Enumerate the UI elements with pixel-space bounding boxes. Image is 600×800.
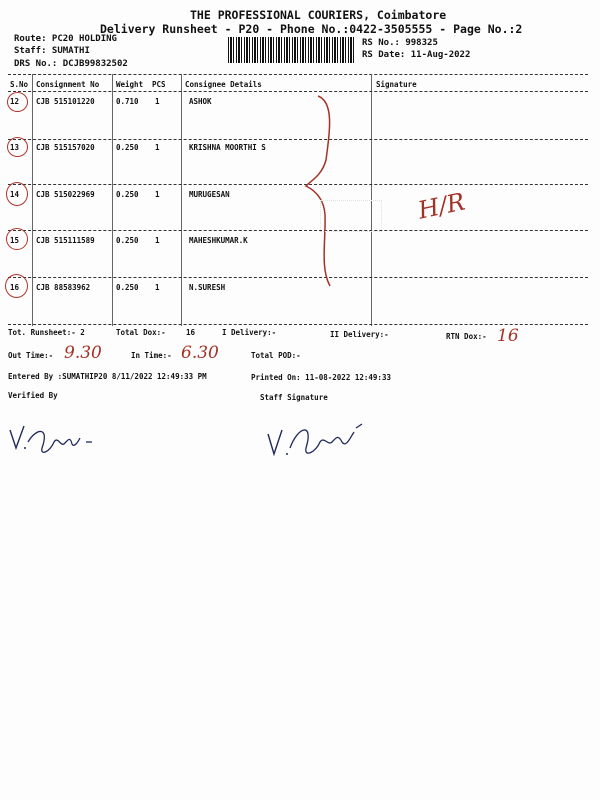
tot-runsheet: Tot. Runsheet:- 2 <box>8 328 85 337</box>
row-consignment: CJB 515111589 <box>36 236 95 245</box>
row-sno: 15 <box>10 236 20 245</box>
row-consignment: CJB 515101220 <box>36 97 95 106</box>
faint-stamp <box>320 200 382 232</box>
verified-signature <box>6 418 106 462</box>
row-weight: 0.250 <box>116 143 139 152</box>
out-time-hand: 9.30 <box>64 343 102 363</box>
row-consignee: N.SURESH <box>189 283 226 292</box>
row-rule <box>8 230 588 231</box>
ii-delivery: II Delivery:- <box>330 330 389 339</box>
row-pcs: 1 <box>155 143 160 152</box>
rs-number: RS No.: 998325 <box>362 38 438 48</box>
row-weight: 0.250 <box>116 236 139 245</box>
column-divider <box>32 74 33 326</box>
row-sno: 16 <box>10 283 20 292</box>
total-dox-value: 16 <box>186 328 196 337</box>
column-divider <box>112 74 113 326</box>
row-rule <box>8 139 588 140</box>
row-sno: 12 <box>10 97 20 106</box>
drs-label: DRS No.: DCJB99832502 <box>14 59 128 69</box>
rtn-dox-hand: 16 <box>497 326 519 346</box>
verified-by: Verified By <box>8 391 58 400</box>
out-time: Out Time:- <box>8 351 54 360</box>
row-consignment: CJB 88583962 <box>36 283 91 292</box>
column-divider <box>181 74 182 326</box>
barcode <box>228 37 356 63</box>
row-consignee: KRISHNA MOORTHI S <box>189 143 266 152</box>
hr-mark: H/R <box>415 187 468 225</box>
rs-date: RS Date: 11-Aug-2022 <box>362 50 471 60</box>
in-time: In Time:- <box>131 351 172 360</box>
row-pcs: 1 <box>155 283 160 292</box>
row-consignee: MAHESHKUMAR.K <box>189 236 248 245</box>
row-consignment: CJB 515022969 <box>36 190 95 199</box>
col-header-weight: Weight <box>116 80 144 89</box>
entered-by: Entered By :SUMATHIP20 8/11/2022 12:49:33 PM <box>8 372 207 381</box>
table-bottom-rule <box>8 324 588 325</box>
rtn-dox: RTN Dox:- <box>446 332 487 341</box>
row-pcs: 1 <box>155 236 160 245</box>
col-header-signature: Signature <box>376 80 417 89</box>
row-consignee: ASHOK <box>189 97 212 106</box>
header-rule <box>8 91 588 92</box>
printed-on: Printed On: 11-08-2022 12:49:33 <box>251 373 391 382</box>
row-consignee: MURUGESAN <box>189 190 230 199</box>
row-weight: 0.250 <box>116 190 139 199</box>
route-label: Route: PC20 HOLDING <box>14 34 117 44</box>
col-header-consignment: Consignment No <box>36 80 100 89</box>
i-delivery: I Delivery:- <box>222 328 277 337</box>
col-header-pcs: PCS <box>152 80 166 89</box>
total-pod: Total POD:- <box>251 351 301 360</box>
brace-mark <box>300 90 350 290</box>
row-weight: 0.710 <box>116 97 139 106</box>
row-consignment: CJB 515157020 <box>36 143 95 152</box>
total-dox-label: Total Dox:- <box>116 328 166 337</box>
table-top-rule <box>8 74 588 75</box>
row-pcs: 1 <box>155 97 160 106</box>
staff-signature <box>262 414 372 464</box>
row-sno: 13 <box>10 143 20 152</box>
row-pcs: 1 <box>155 190 160 199</box>
company-title: THE PROFESSIONAL COURIERS, Coimbatore <box>190 8 447 22</box>
runsheet-title: Delivery Runsheet - P20 - Phone No.:0422-3505555 - Page No.:2 <box>100 22 523 36</box>
row-weight: 0.250 <box>116 283 139 292</box>
row-rule <box>8 184 588 185</box>
col-header-consignee: Consignee Details <box>185 80 262 89</box>
staff-label: Staff: SUMATHI <box>14 46 90 56</box>
col-header-sno: S.No <box>10 80 29 89</box>
in-time-hand: 6.30 <box>181 343 219 363</box>
row-rule <box>8 277 588 278</box>
row-sno: 14 <box>10 190 20 199</box>
staff-signature-label: Staff Signature <box>260 393 328 402</box>
